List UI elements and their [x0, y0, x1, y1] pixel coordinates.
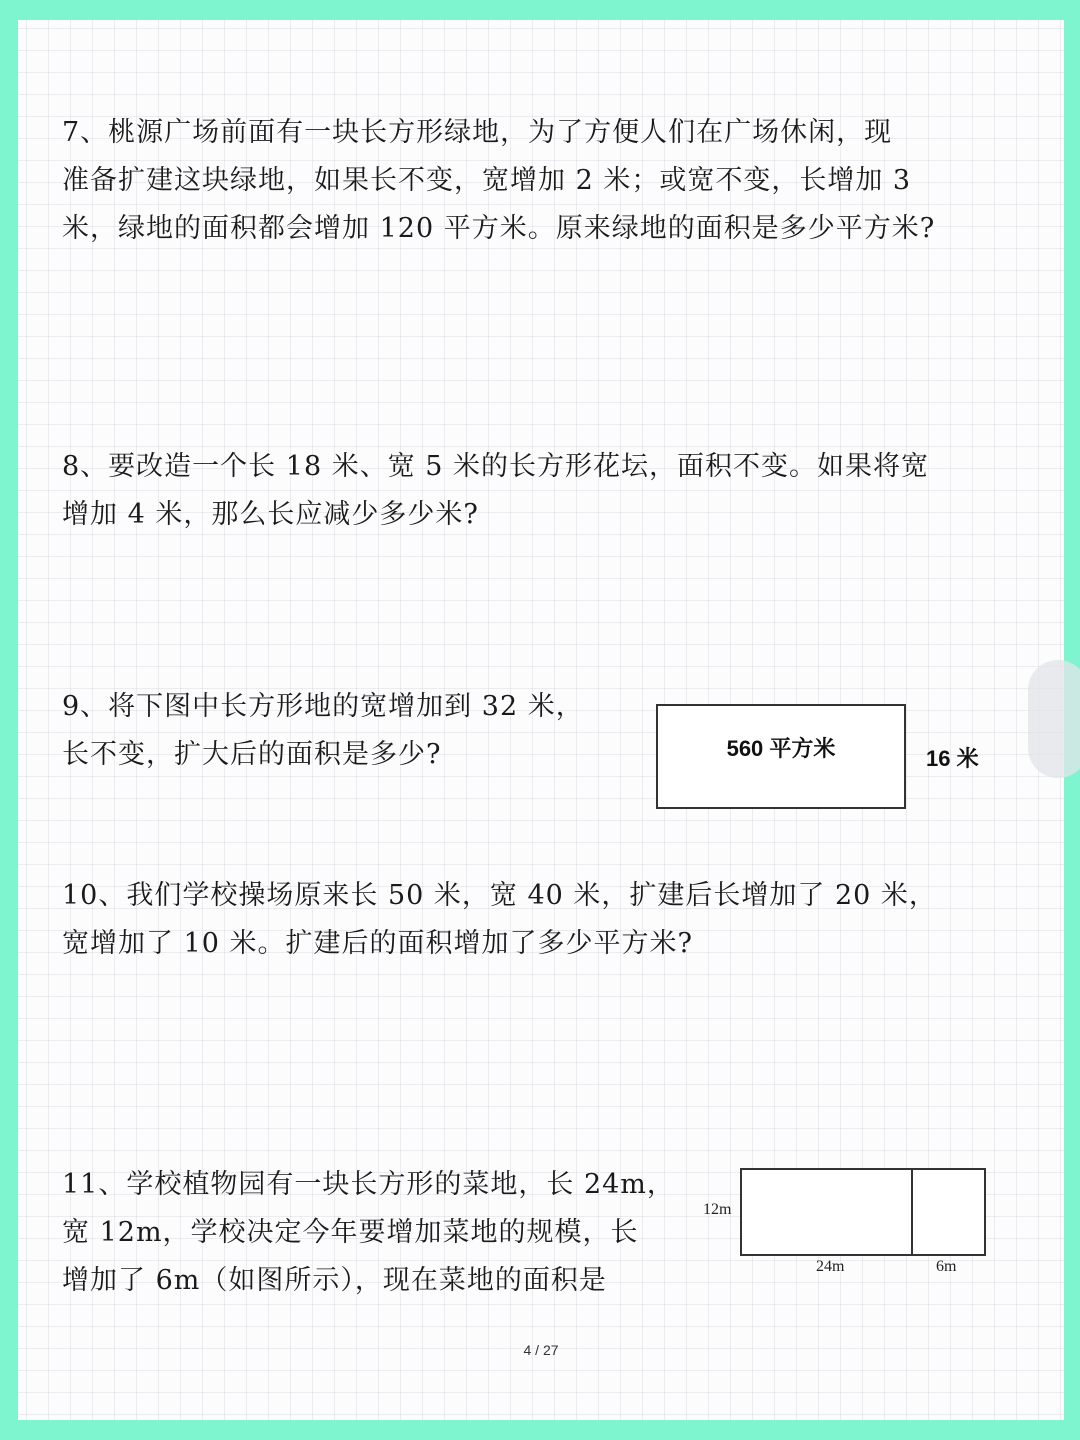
question-11-length-label: 24m	[816, 1258, 845, 1275]
question-11-garden-figure	[740, 1168, 986, 1256]
question-11-width-label: 12m	[703, 1201, 732, 1218]
page-number: 4 / 27	[523, 1342, 559, 1358]
question-10: 10、我们学校操场原来长 50 米，宽 40 米，扩建后长增加了 20 米， 宽增加了 10 米。扩建后的面积增加了多少平方米?	[62, 880, 937, 959]
worksheet-page	[18, 20, 1064, 1420]
question-9-rectangle-figure	[656, 704, 906, 809]
question-11-extension-divider	[911, 1170, 913, 1254]
question-9-area-label: 560 平方米	[726, 736, 836, 761]
question-8: 8、要改造一个长 18 米、宽 5 米的长方形花坛，面积不变。如果将宽 增加 4 米，那么长应减少多少米?	[62, 451, 930, 530]
question-9-side-label: 16 米	[926, 746, 979, 771]
question-9: 9、将下图中长方形地的宽增加到 32 米， 长不变，扩大后的面积是多少?	[62, 691, 584, 770]
question-7: 7、桃源广场前面有一块长方形绿地，为了方便人们在广场休闲，现 准备扩建这块绿地，如果长不变，宽增加 2 米；或宽不变，长增加 3 米，绿地的面积都会增加 120 平方米。原来绿地的面积是多少平方米?	[62, 117, 936, 244]
question-11-extension-label: 6m	[936, 1258, 957, 1275]
side-scroll-tab[interactable]	[1028, 660, 1080, 778]
question-11: 11、学校植物园有一块长方形的菜地，长 24m， 宽 12m，学校决定今年要增加菜地的规模，长 增加了 6m（如图所示），现在菜地的面积是	[62, 1169, 675, 1296]
